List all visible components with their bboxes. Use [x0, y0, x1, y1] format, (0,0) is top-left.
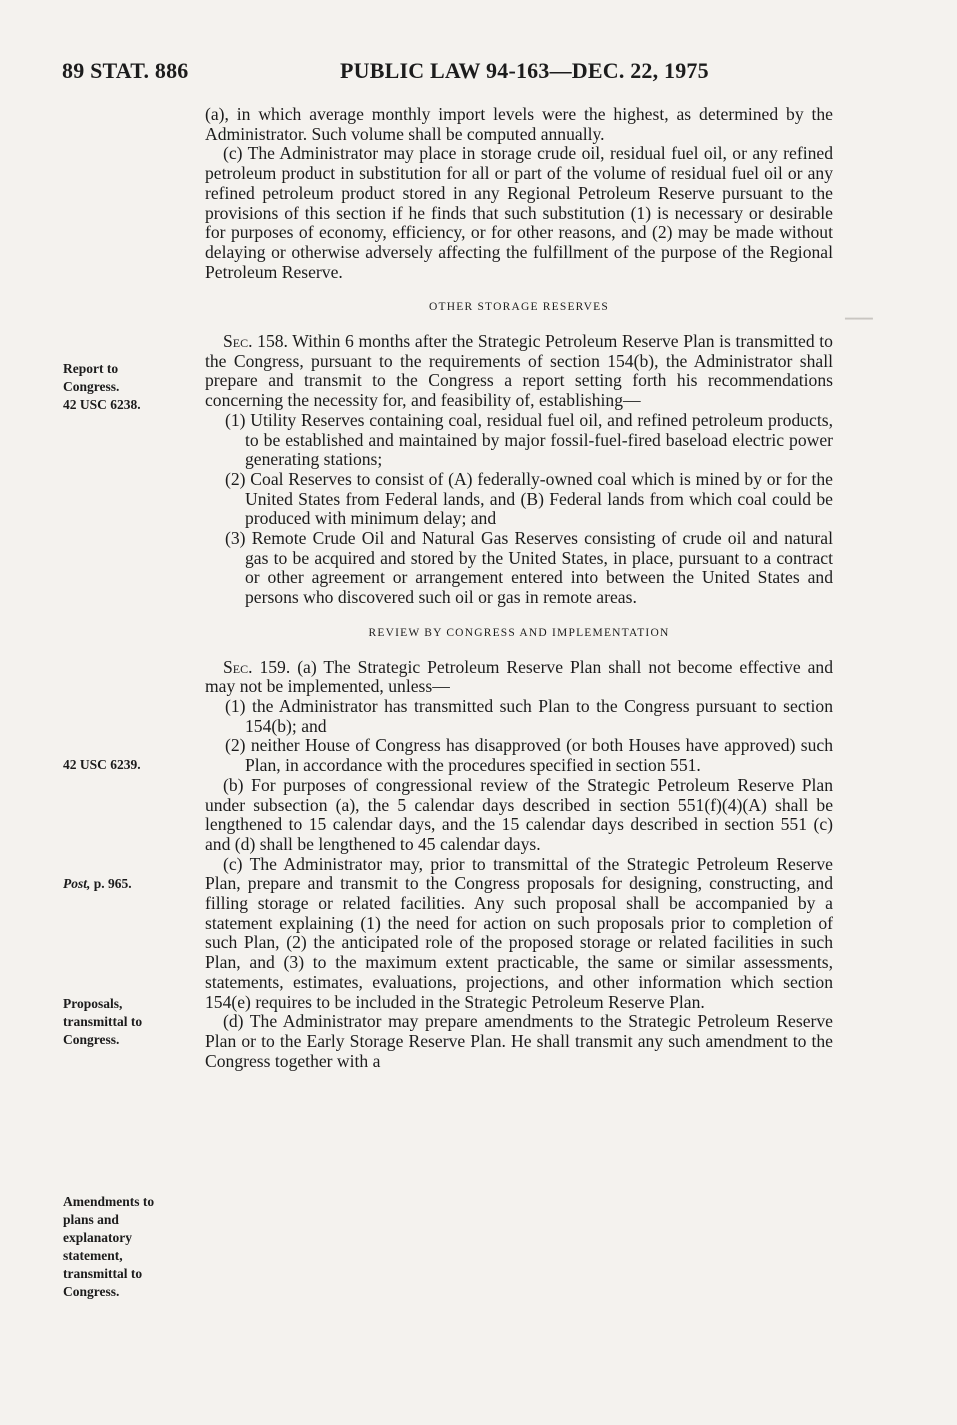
margin-note-line: explanatory — [63, 1230, 132, 1245]
margin-note-line: transmittal to — [63, 1014, 143, 1029]
margin-note-text: p. 965. — [90, 876, 132, 891]
margin-note-proposals — [63, 995, 203, 1049]
margin-note-line: Proposals, — [63, 996, 123, 1011]
section-label: Sec. 159. — [223, 656, 291, 677]
list-item: (1) the Administrator has transmitted such Plan to the Congress pursuant to section 154(b); and — [225, 695, 833, 736]
section-158 — [205, 332, 833, 411]
section-text: (a) The Strategic Petroleum Reserve Plan shall not become effective and may not be implemented, unless— — [205, 656, 833, 697]
section-heading: OTHER STORAGE RESERVES — [429, 301, 609, 314]
margin-note-report — [63, 360, 203, 414]
margin-note-line: plans and — [63, 1212, 119, 1227]
law-title: PUBLIC LAW 94-163—DEC. 22, 1975 — [340, 58, 709, 83]
margin-note-line: Amendments to — [63, 1194, 155, 1209]
paragraph: (c) The Administrator may, prior to transmittal of the Strategic Petroleum Reserve Plan, prepare and transmit to the Congress proposals for designing, constructing, and filling storage or related facilities. Any such proposal shall be accompanied by a statement explaining (1) the need for action on such proposals prior to completion of such Plan, (2) the anticipated role of the proposed storage or related facilities in such Plan, and (3) to the maximum extent practicable, the same or similar assessments, statements, estimates, evaluations, projections, and other information which section 154(e) requires to be included in the Strategic Petroleum Reserve Plan. — [205, 853, 833, 1012]
paragraph: (d) The Administrator may prepare amendments to the Strategic Petroleum Reserve Plan or to the Early Storage Reserve Plan. He shall transmit any such amendment to the Congress together with a — [205, 1011, 833, 1071]
paragraph: (a), in which average monthly import levels were the highest, as determined by the Administrator. Such volume shall be computed annually. — [205, 104, 833, 144]
margin-note-line: transmittal to — [63, 1266, 143, 1281]
margin-note-line: Report to — [63, 361, 119, 376]
margin-note-line: Congress. — [63, 1032, 120, 1047]
stat-page-number: 89 STAT. 886 — [62, 58, 189, 83]
list-item: (3) Remote Crude Oil and Natural Gas Reserves consisting of crude oil and natural gas to be acquired and stored by the United States, in place, pursuant to a contract or other agreement or arrangement entered into between the United States and persons who discovered such oil or gas in remote areas. — [225, 528, 833, 608]
body-text — [205, 105, 833, 1071]
margin-note-post — [63, 875, 203, 893]
margin-note-6239 — [63, 756, 203, 774]
section-heading: REVIEW BY CONGRESS AND IMPLEMENTATION — [368, 626, 670, 639]
margin-note-line: Congress. — [63, 379, 120, 394]
list-item: (2) neither House of Congress has disapproved (or both Houses have approved) such Plan, in accordance with the procedures specified in section 551. — [225, 735, 833, 776]
section-text: Within 6 months after the Strategic Petroleum Reserve Plan is transmitted to the Congress, pursuant to the requirements of section 154(b), the Administrator shall prepare and transmit to the Congress a report setting forth his recommendations concerning the necessity for, and feasibility of, establishing— — [205, 331, 833, 411]
section-159 — [205, 658, 833, 697]
margin-note-line: statement, — [63, 1248, 123, 1263]
paragraph: (b) For purposes of congressional review of the Strategic Petroleum Reserve Plan under subsection (a), the 5 calendar days described in section 551(f)(4)(A) shall be lengthened to 15 calendar days, and the 15 calendar days described in section 551 (c) and (d) shall be lengthened to 45 calendar days. — [205, 774, 833, 854]
list-item: (1) Utility Reserves containing coal, residual fuel oil, and refined petroleum products, to be established and maintained by major fossil-fuel-fired baseload electric power generating stations; — [225, 409, 833, 470]
paragraph: (c) The Administrator may place in storage crude oil, residual fuel oil, or any refined petroleum product in substitution for all or part of the volume of residual fuel oil or any refined petroleum product stored in any Regional Petroleum Reserve pursuant to the provisions of this section if he finds that such substitution (1) is necessary or desirable for purposes of economy, efficiency, or for other reasons, and (2) may be made without delaying or otherwise adversely affecting the fulfillment of the purpose of the Regional Petroleum Reserve. — [205, 143, 833, 282]
margin-note-italic: Post, — [63, 876, 91, 891]
section-label: Sec. 158. — [223, 331, 288, 352]
bleed-through-mark: ▔▔▔ — [845, 318, 873, 332]
margin-note-line: 42 USC 6239. — [63, 757, 141, 772]
list-item: (2) Coal Reserves to consist of (A) federally-owned coal which is mined by or for the United States from Federal lands, and (B) Federal lands from which coal could be produced with minimum delay; and — [225, 468, 833, 529]
margin-note-line — [63, 875, 203, 893]
margin-note-amendments — [63, 1193, 203, 1301]
margin-note-line: Congress. — [63, 1284, 120, 1299]
margin-note-line: 42 USC 6238. — [63, 397, 141, 412]
